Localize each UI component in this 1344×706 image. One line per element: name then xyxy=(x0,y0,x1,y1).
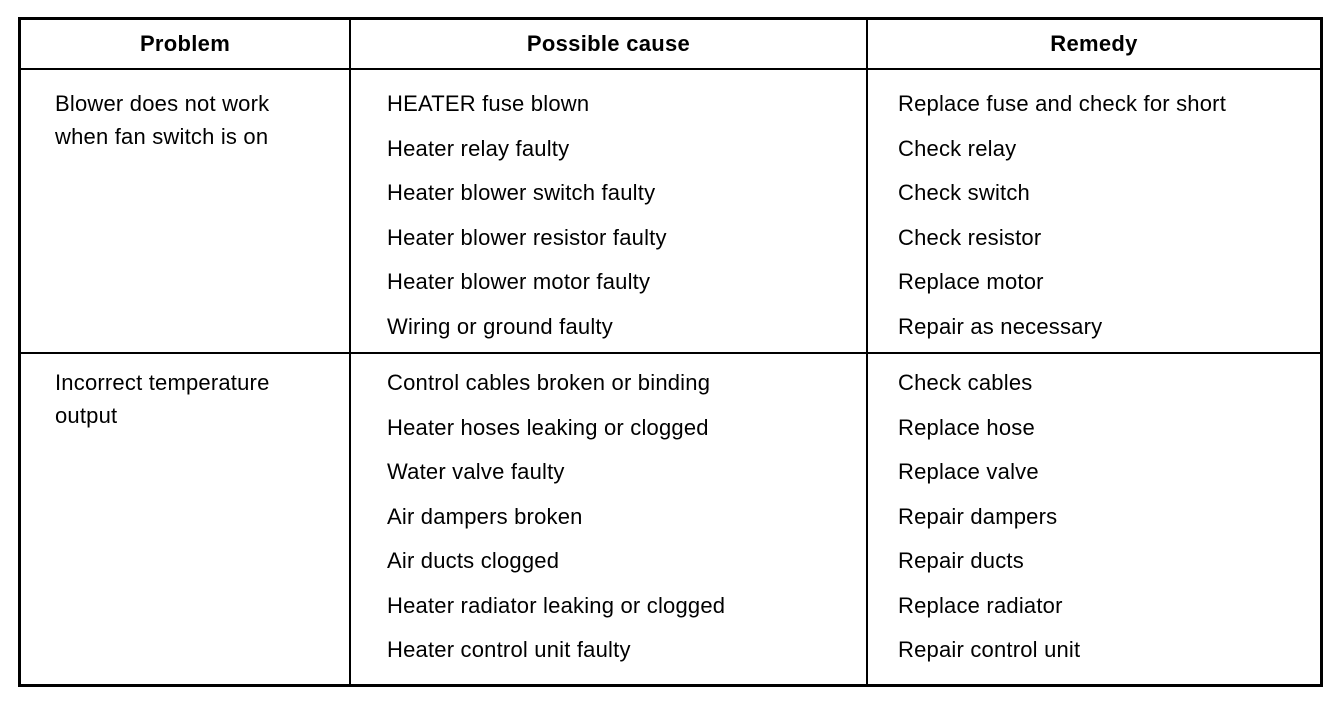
header-remedy: Remedy xyxy=(1050,31,1138,56)
remedy-item: Replace radiator xyxy=(898,592,1063,618)
problem-cell: Blower does not work when fan switch is on xyxy=(55,91,270,149)
cause-item: Heater hoses leaking or clogged xyxy=(387,414,709,440)
header-divider xyxy=(21,68,1320,70)
remedy-item: Check relay xyxy=(898,135,1017,161)
cause-item: Heater relay faulty xyxy=(387,135,570,161)
cause-item: Heater blower resistor faulty xyxy=(387,224,667,250)
cause-item: Air ducts clogged xyxy=(387,548,560,573)
header-problem: Problem xyxy=(139,31,231,56)
remedy-item: Repair control unit xyxy=(898,637,1081,662)
remedy-item: Check cables xyxy=(898,370,1033,395)
cause-item: Control cables broken or binding xyxy=(387,370,711,395)
cause-item: HEATER fuse blown xyxy=(387,91,590,116)
remedy-list xyxy=(898,366,1080,678)
remedy-item: Check switch xyxy=(898,180,1030,205)
problem-cell: Incorrect temperature output xyxy=(55,370,270,428)
remedy-item: Replace hose xyxy=(898,414,1035,440)
remedy-item: Repair ducts xyxy=(898,548,1024,573)
remedy-item: Replace motor xyxy=(898,269,1044,294)
cause-item: Heater blower motor faulty xyxy=(387,269,651,294)
cause-item: Water valve faulty xyxy=(387,459,565,484)
cause-item: Heater control unit faulty xyxy=(387,637,631,662)
remedy-item: Repair as necessary xyxy=(898,313,1103,339)
cause-list xyxy=(387,366,725,678)
remedy-item: Repair dampers xyxy=(898,503,1058,529)
remedy-item: Replace valve xyxy=(898,459,1039,484)
cause-item: Heater radiator leaking or clogged xyxy=(387,592,726,618)
cause-item: Wiring or ground faulty xyxy=(387,313,613,339)
cause-item: Heater blower switch faulty xyxy=(387,180,656,205)
remedy-item: Replace fuse and check for short xyxy=(898,91,1227,116)
cause-list xyxy=(387,87,667,354)
header-possible-cause: Possible cause xyxy=(526,31,691,56)
remedy-item: Check resistor xyxy=(898,224,1042,250)
troubleshooting-table xyxy=(18,17,1323,687)
remedy-list xyxy=(898,87,1226,354)
cause-item: Air dampers broken xyxy=(387,503,583,529)
